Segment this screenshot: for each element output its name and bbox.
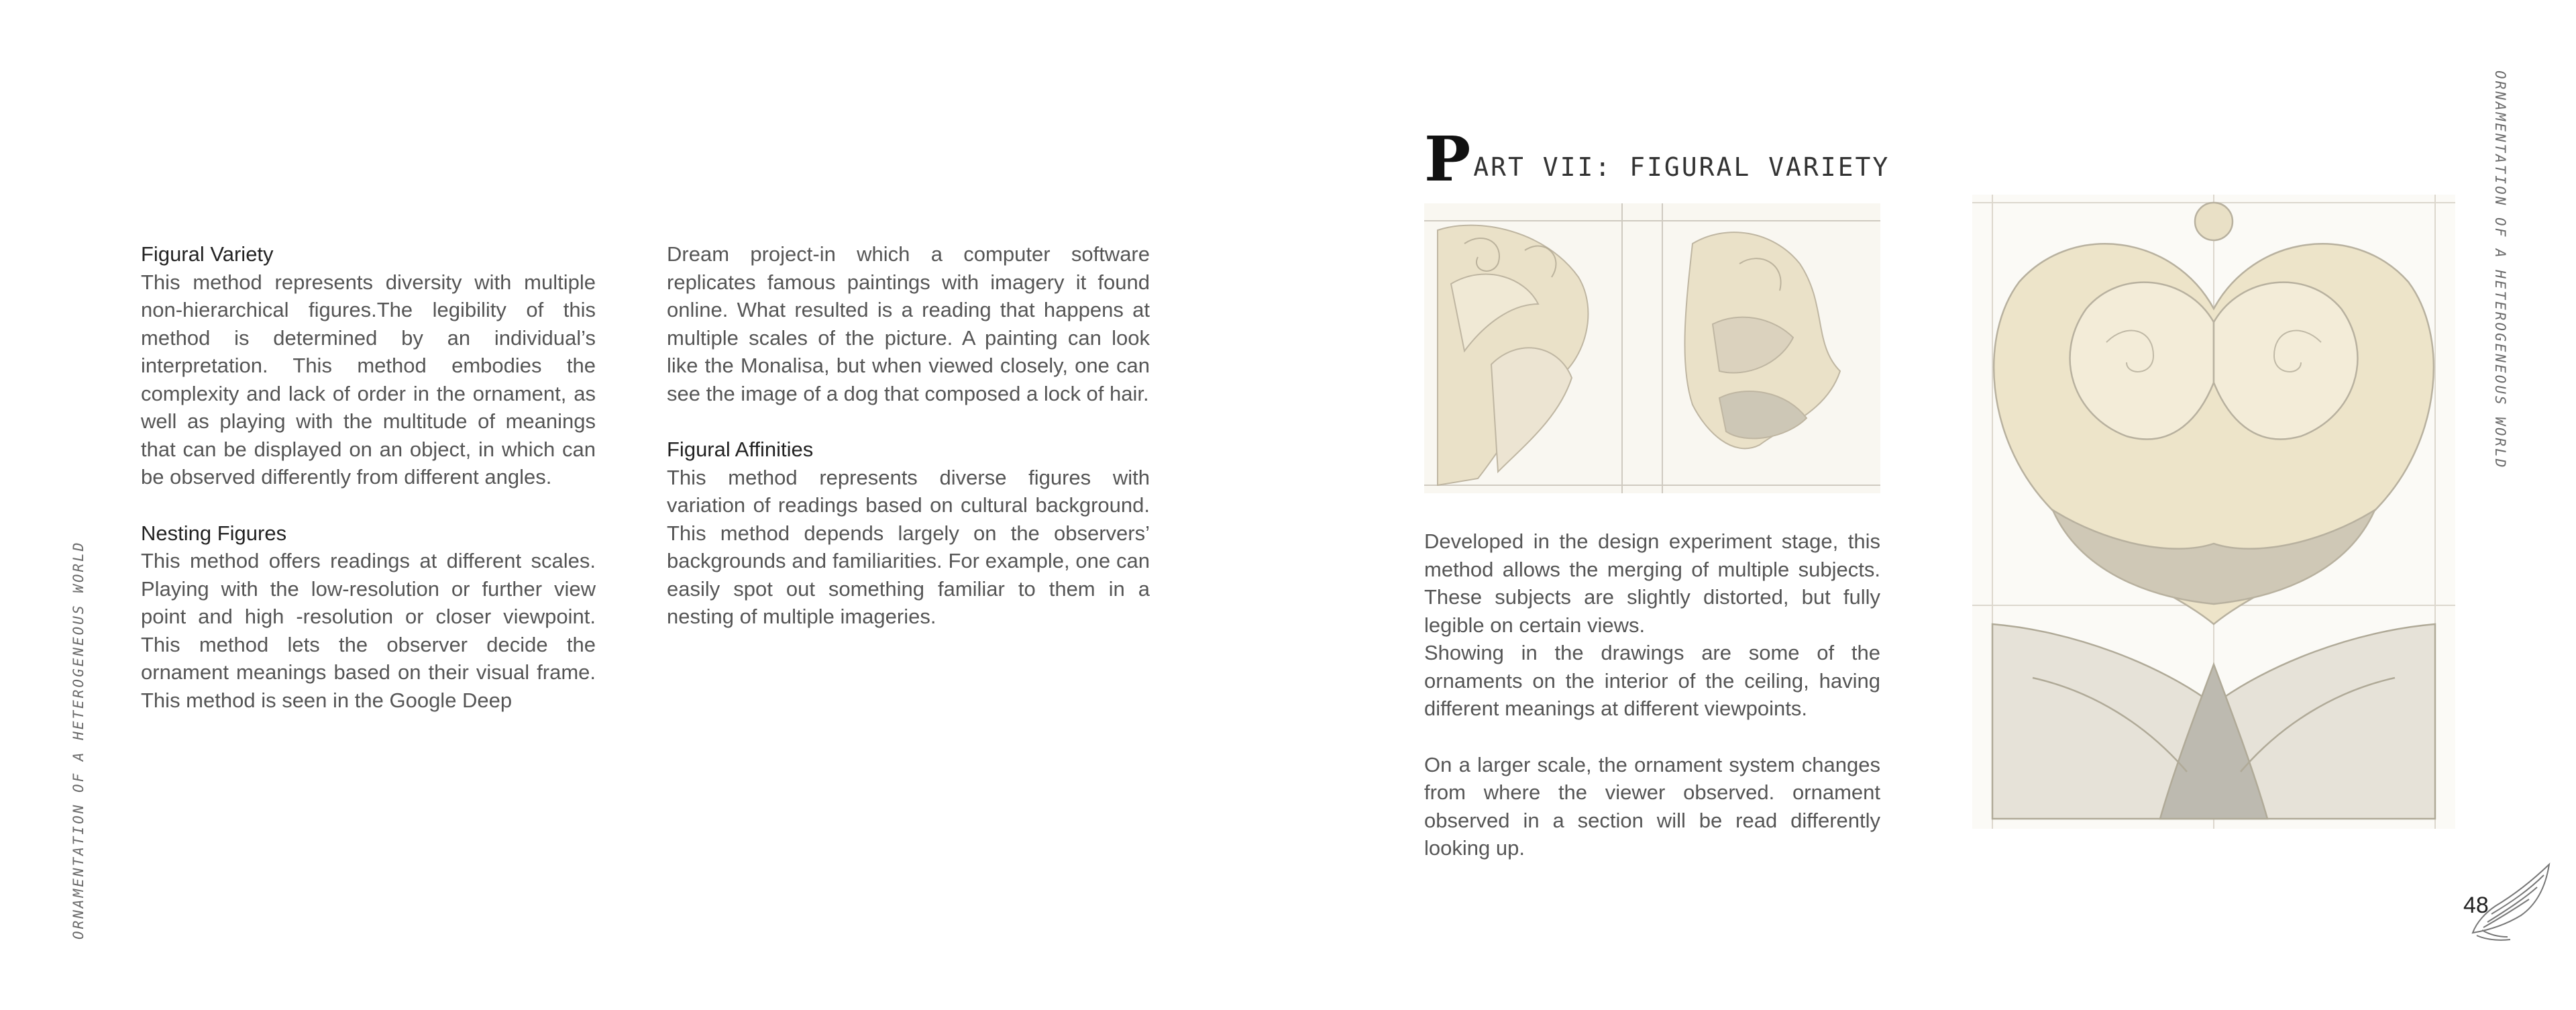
paragraph-larger-scale: On a larger scale, the ornament system changes from where the viewer observed. ornament observed in a section will be read differently looking up.: [1424, 752, 1880, 860]
ornament-drawing-small: [1424, 203, 1880, 493]
text-column-3: [1424, 527, 1880, 862]
part-title-text: ART VII: FIGURAL VARIETY: [1473, 152, 1890, 182]
heading-figural-variety: Figural Variety: [141, 242, 274, 266]
spine-title-right: ORNAMENTATION OF A HETEROGENEOUS WORLD: [2492, 70, 2508, 470]
paragraph-figural-variety: This method represents diversity with multiple non-hierarchical figures.The legibility of this method is determined by an individual’s interpretation. This method embodies the complexity and lack of order in the ornament, as well as playing with the multitude of meanings that can be displayed on an object, in which can be observed differently from different angles.: [141, 270, 596, 489]
ornament-drawing-large: [1972, 195, 2455, 829]
paragraph-design-experiment: Developed in the design experiment stage, this method allows the merging of multiple subjects. These subjects are slightly distorted, but fully legible on certain views.: [1424, 529, 1880, 637]
part-title-dropcap: P: [1424, 123, 1471, 195]
page-number: 48: [2463, 893, 2489, 918]
text-column-1: [141, 240, 596, 714]
paragraph-ceiling-ornaments: Showing in the drawings are some of the ornaments on the interior of the ceiling, having different meanings at different viewpoints.: [1424, 641, 1880, 720]
text-column-2: [667, 240, 1150, 631]
heading-nesting-figures: Nesting Figures: [141, 521, 287, 545]
paragraph-deep-dream: Dream project-in which a computer software replicates famous paintings with imagery it found online. What resulted is a reading that happens at multiple scales of the picture. A painting can look like the Monalisa, but when viewed closely, one can see the image of a dog that composed a lock of hair.: [667, 242, 1150, 405]
paragraph-figural-affinities: This method represents diverse figures with variation of readings based on cultural background. This method depends largely on the observers’ backgrounds and familiarities. For example, one can easily spot out something familiar to them in a nesting of multiple imageries.: [667, 465, 1150, 628]
part-title: [1424, 123, 1890, 195]
spine-title-left: ORNAMENTATION OF A HETEROGENEOUS WORLD: [70, 540, 87, 940]
heading-figural-affinities: Figural Affinities: [667, 438, 814, 461]
paragraph-nesting-figures: This method offers readings at different scales. Playing with the low-resolution or further view point and high -resolution or closer viewpoint. This method lets the observer decide the ornament meanings based on their visual frame. This method is seen in the Google Deep: [141, 549, 596, 712]
